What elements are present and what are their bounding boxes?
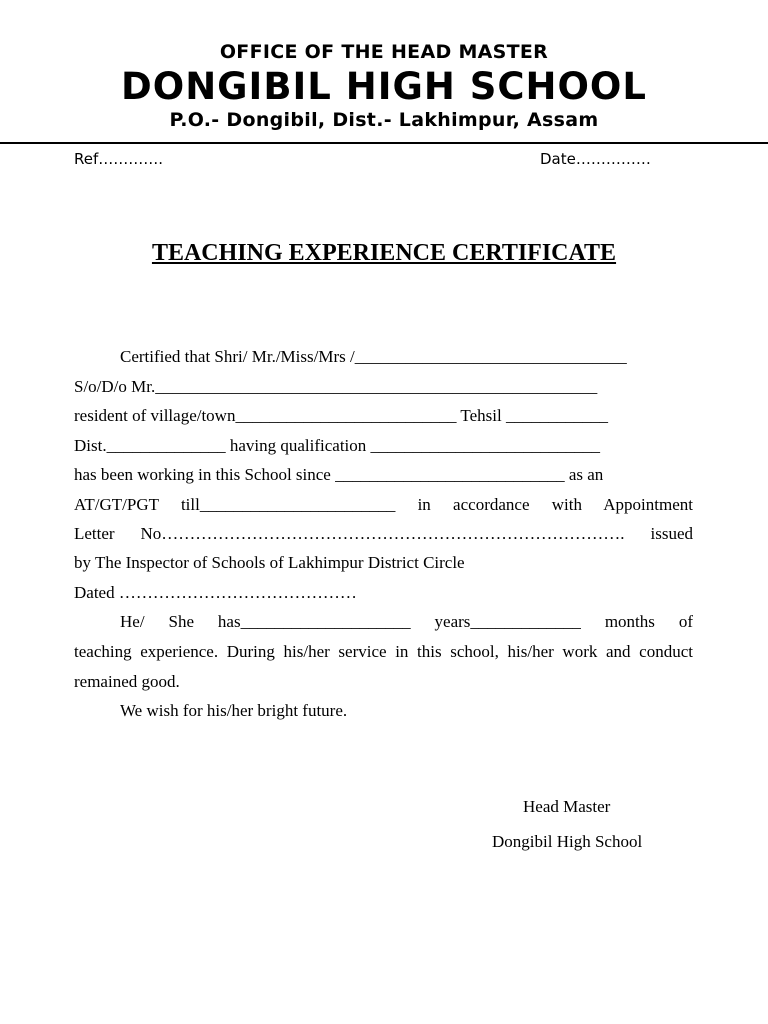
body-line-issuer: by The Inspector of Schools of Lakhimpur District Circle	[74, 553, 465, 572]
date-field: Date……………	[540, 150, 651, 168]
body-line-qualification: Dist.______________ having qualification ___________________________	[74, 436, 601, 455]
body-line-dated: Dated ……………………………………	[74, 583, 357, 602]
body-line-experience: He/ She has____________________ years_____________ months of	[120, 612, 693, 631]
office-heading: OFFICE OF THE HEAD MASTER	[219, 41, 549, 63]
school-name: DONGIBIL HIGH SCHOOL	[121, 65, 647, 108]
certificate-title: TEACHING EXPERIENCE CERTIFICATE	[151, 240, 617, 266]
body-line-residence: resident of village/town__________________________ Tehsil ____________	[74, 406, 608, 425]
body-line-parent: S/o/D/o Mr.____________________________________________________	[74, 377, 598, 396]
body-line-appointment-letter: Letter No………………………………………………………………………. issued	[74, 524, 693, 543]
body-line-name: Certified that Shri/ Mr./Miss/Mrs /________________________________	[120, 347, 627, 366]
body-line-wish: We wish for his/her bright future.	[120, 701, 348, 720]
ref-field: Ref………….	[74, 150, 164, 168]
body-line-working-since: has been working in this School since ___________________________ as an	[74, 465, 604, 484]
body-line-remark: remained good.	[74, 672, 180, 691]
header-divider	[0, 142, 768, 144]
signature-school: Dongibil High School	[492, 832, 643, 851]
signature-designation: Head Master	[523, 797, 611, 816]
body-line-conduct: teaching experience. During his/her service in this school, his/her work and conduct	[74, 642, 693, 661]
body-line-post: AT/GT/PGT till_______________________ in accordance with Appointment	[74, 495, 693, 514]
school-address: P.O.- Dongibil, Dist.- Lakhimpur, Assam	[169, 109, 599, 131]
